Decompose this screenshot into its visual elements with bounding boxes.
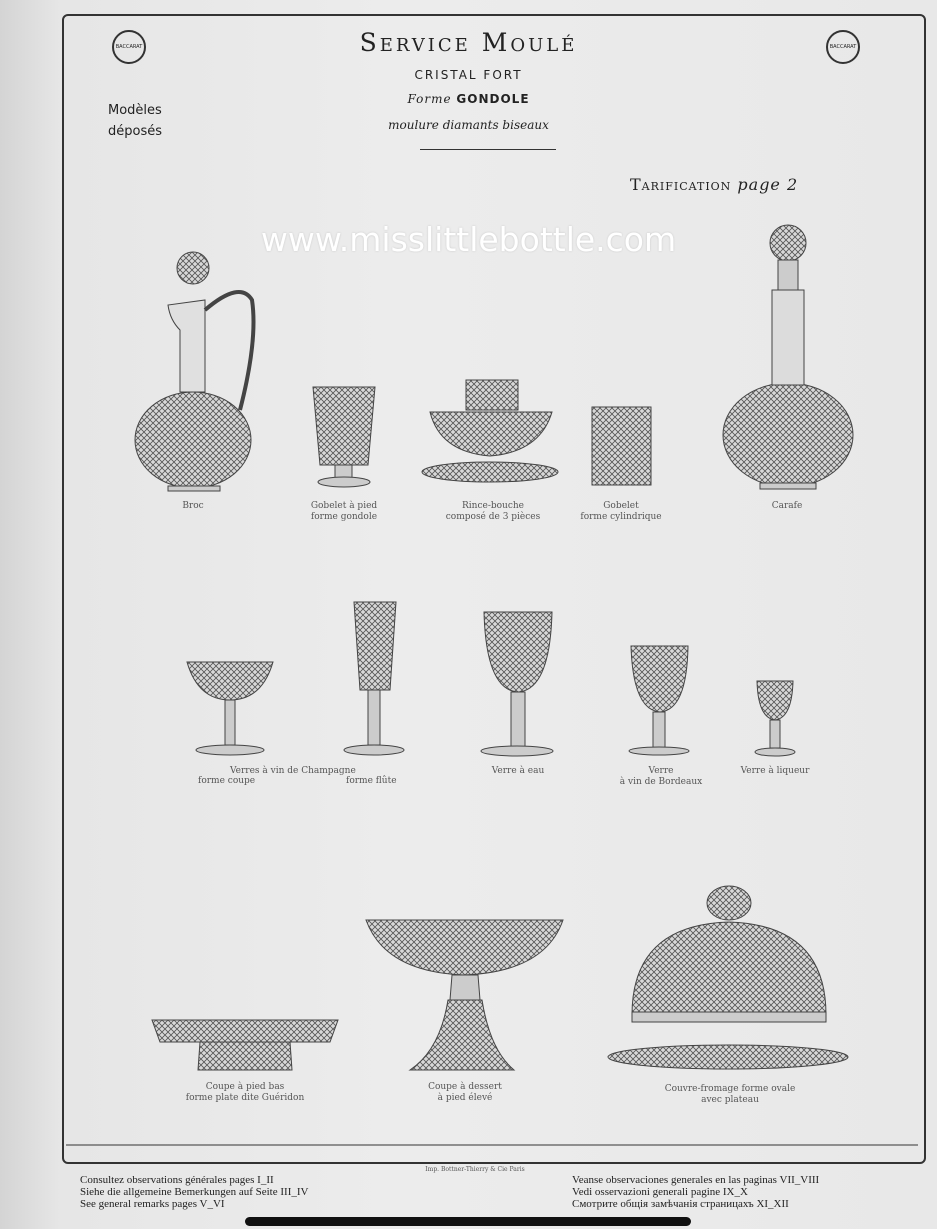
caption-flute: forme flûte <box>346 776 397 786</box>
caption-rince-bouche <box>418 501 568 523</box>
caption-gobelet-pied <box>294 501 394 523</box>
caption-verre-eau: Verre à eau <box>491 766 545 776</box>
page-ref: page 2 <box>737 175 799 194</box>
caption-gueridon <box>175 1082 315 1104</box>
caption-name: Verre <box>648 766 674 776</box>
caption-couvre-fromage <box>650 1084 810 1106</box>
caption-name: Gobelet <box>603 501 639 511</box>
caption-carafe <box>737 501 837 512</box>
gobelet-pied-illustration <box>313 387 375 487</box>
subtitle: CRISTAL FORT <box>414 68 523 82</box>
caption-sub: forme plate dite Guéridon <box>185 1093 305 1103</box>
verre-eau-illustration <box>481 612 553 756</box>
caption-sub: avec plateau <box>701 1095 759 1105</box>
page-title: Service Moulé <box>359 28 578 57</box>
caption-broc <box>143 501 243 512</box>
baccarat-seal-right: BACCARAT <box>826 30 860 64</box>
champagne-flute-illustration <box>344 602 404 755</box>
footer-line: Veanse observaciones generales en las paginas VII_VIII <box>572 1174 820 1186</box>
carafe-illustration <box>723 225 853 489</box>
caption-name: Coupe à pied bas <box>205 1082 285 1092</box>
footer-line: Смотрите общія замѣчанія страницахъ XI_XII <box>572 1198 789 1210</box>
caption-name: Carafe <box>771 501 803 511</box>
caption-liqueur: Verre à liqueur <box>740 766 810 776</box>
caption-sub: composé de 3 pièces <box>445 512 541 522</box>
home-indicator[interactable] <box>245 1217 691 1226</box>
gobelet-cylindrique-illustration <box>592 407 651 485</box>
caption-sub: à pied élevé <box>437 1093 493 1103</box>
watermark: www.misslittlebottle.com <box>260 220 677 259</box>
footer-right <box>572 1174 819 1210</box>
footer-line: Siehe die allgemeine Bemerkungen auf Seite III_IV <box>80 1186 309 1198</box>
modeles-line: Modèles <box>108 103 162 118</box>
deposes-line: déposés <box>108 124 162 139</box>
caption-name: Broc <box>182 501 204 511</box>
moulure-line: moulure diamants biseaux <box>388 118 549 132</box>
footer-left <box>80 1174 308 1210</box>
caption-name: Couvre-fromage forme ovale <box>664 1084 796 1094</box>
broc-illustration <box>135 252 254 491</box>
caption-gobelet-cyl <box>566 501 676 523</box>
tarification-label: Tarification <box>630 175 732 194</box>
verre-liqueur-illustration <box>755 681 795 756</box>
caption-bordeaux <box>606 766 716 788</box>
caption-name: Coupe à dessert <box>428 1082 502 1092</box>
caption-sub: forme gondole <box>310 512 378 522</box>
verre-bordeaux-illustration <box>629 646 689 755</box>
caption-sub: à vin de Bordeaux <box>619 777 703 787</box>
baccarat-seal-left: BACCARAT <box>112 30 146 64</box>
couvre-fromage-illustration <box>608 886 848 1069</box>
coupe-pied-bas-illustration <box>152 1020 338 1070</box>
rince-bouche-illustration <box>422 380 558 482</box>
caption-champagne: Verres à vin de Champagne <box>230 766 356 776</box>
caption-coupe-dessert <box>400 1082 530 1104</box>
caption-name: Gobelet à pied <box>310 501 378 511</box>
champagne-coupe-illustration <box>187 662 273 755</box>
caption-name: Rince-bouche <box>462 501 524 511</box>
forme-prefix: Forme <box>407 92 452 106</box>
footer-line: Vedi osservazioni generali pagine IX_X <box>572 1186 748 1198</box>
caption-sub: forme cylindrique <box>580 512 662 522</box>
footer-line: See general remarks pages V_VI <box>80 1198 225 1210</box>
footer-line: Consultez observations générales pages I_II <box>80 1174 274 1186</box>
coupe-dessert-illustration <box>366 920 563 1070</box>
forme-value: GONDOLE <box>456 92 530 106</box>
printer-credit: Imp. Bottner-Thierry & Cie Paris <box>425 1166 525 1173</box>
caption-coupe: forme coupe <box>198 776 256 786</box>
